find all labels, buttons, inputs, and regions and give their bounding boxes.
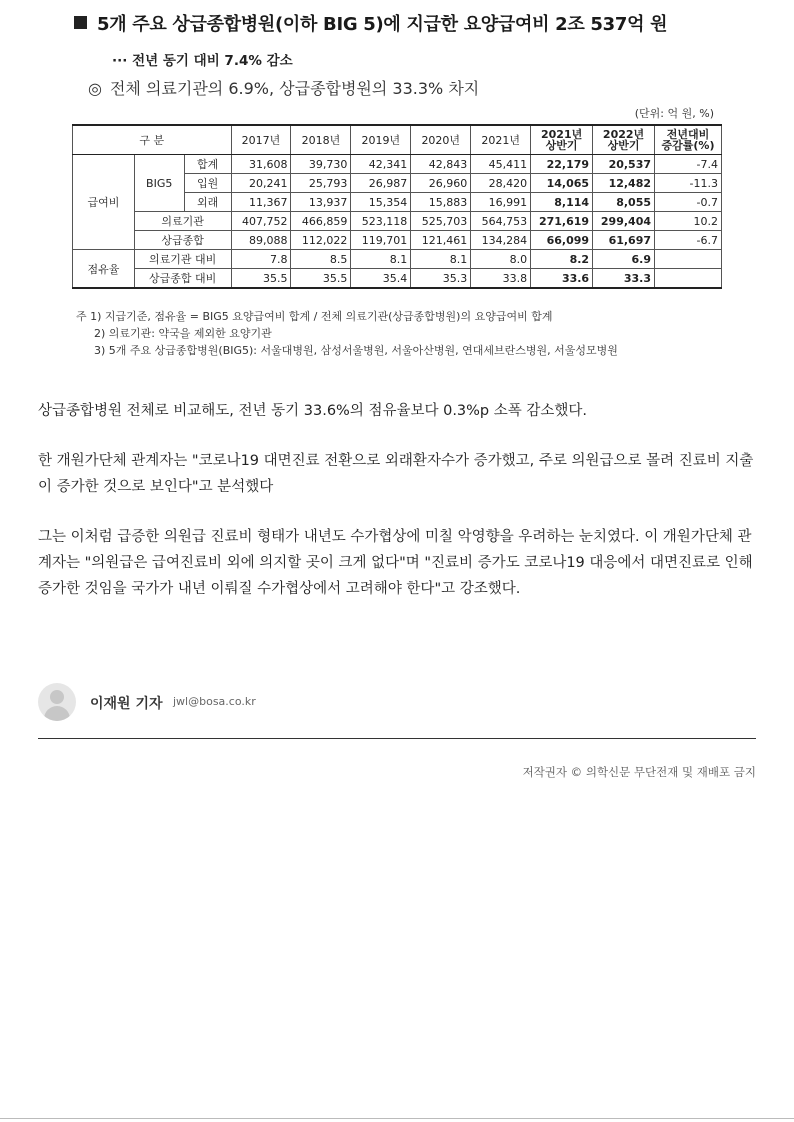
cell: 33.8	[471, 269, 531, 289]
cell: 523,118	[351, 212, 411, 231]
figure-subhead: ··· 전년 동기 대비 7.4% 감소	[112, 53, 293, 69]
article-paragraph: 한 개원가단체 관계자는 "코로나19 대면진료 전환으로 외래환자수가 증가했고, 주로 의원급으로 몰려 진료비 지출이 증가한 것으로 보인다"고 분석했다	[38, 453, 754, 495]
row-label: 입원	[184, 174, 231, 193]
cell-h21: 33.6	[531, 269, 593, 289]
cell: 112,022	[291, 231, 351, 250]
article-paragraph: 그는 이처럼 급증한 의원급 진료비 형태가 내년도 수가협상에 미칠 악영향을 우려하는 눈치였다. 이 개원가단체 관계자는 "의원급은 급여진료비 외에 의지할 곳이 크게 없다"며 "진료비 증가도 코로나19 대응에서 대면진료로 인해 증가한 것임을 국가가 내년 이뤄질 수가협상에서 고려해야 한다"고 강조했다.	[38, 529, 753, 597]
group-big5: BIG5	[134, 155, 184, 212]
double-circle-icon: ◎	[88, 79, 102, 98]
cell: 15,354	[351, 193, 411, 212]
cell: 16,991	[471, 193, 531, 212]
cell-h22: 6.9	[593, 250, 655, 269]
table-row	[73, 269, 722, 289]
cell: 407,752	[231, 212, 291, 231]
cell: 8.1	[411, 250, 471, 269]
article-paragraph: 상급종합병원 전체로 비교해도, 전년 동기 33.6%의 점유율보다 0.3%p 소폭 감소했다.	[38, 403, 588, 419]
h22-line2: 상반기	[607, 139, 640, 152]
cell-change	[655, 269, 722, 289]
cell: 525,703	[411, 212, 471, 231]
table-header-change	[655, 125, 722, 155]
row-label: 외래	[184, 193, 231, 212]
cell: 35.5	[231, 269, 291, 289]
table-row	[73, 231, 722, 250]
change-line1: 전년대비	[666, 128, 710, 141]
table-row	[73, 250, 722, 269]
cell-h21: 271,619	[531, 212, 593, 231]
cell: 35.5	[291, 269, 351, 289]
cell: 42,843	[411, 155, 471, 174]
figure-headline	[74, 10, 667, 36]
cell: 13,937	[291, 193, 351, 212]
figure-subhead-share-text: 전체 의료기관의 6.9%, 상급종합병원의 33.3% 차지	[109, 79, 480, 98]
group-payment: 급여비	[73, 155, 135, 250]
row-label: 의료기관 대비	[134, 250, 231, 269]
table-row	[73, 155, 722, 174]
group-share: 점유율	[73, 250, 135, 289]
table-header-year: 2020년	[411, 125, 471, 155]
cell: 35.4	[351, 269, 411, 289]
figure-headline-text: 5개 주요 상급종합병원(이하 BIG 5)에 지급한 요양급여비 2조 537억 원	[97, 14, 668, 35]
h21-line1: 2021년	[540, 128, 583, 141]
table-note: 3) 5개 주요 상급종합병원(BIG5): 서울대병원, 삼성서울병원, 서울아산병원, 연대세브란스병원, 서울성모병원	[94, 344, 618, 357]
cell-h21: 14,065	[531, 174, 593, 193]
cell-change: -11.3	[655, 174, 722, 193]
cell: 35.3	[411, 269, 471, 289]
cell: 20,241	[231, 174, 291, 193]
row-label: 합계	[184, 155, 231, 174]
h22-line1: 2022년	[602, 128, 645, 141]
cell-change: 10.2	[655, 212, 722, 231]
cell: 134,284	[471, 231, 531, 250]
table-header-label: 구 분	[73, 125, 232, 155]
cell-h22: 12,482	[593, 174, 655, 193]
figure-subhead-share	[88, 76, 479, 99]
cell: 15,883	[411, 193, 471, 212]
payment-table	[72, 124, 722, 289]
cell-h22: 61,697	[593, 231, 655, 250]
cell: 8.5	[291, 250, 351, 269]
cell: 26,987	[351, 174, 411, 193]
cell-change: -0.7	[655, 193, 722, 212]
table-notes	[76, 308, 618, 359]
cell-change: -7.4	[655, 155, 722, 174]
row-label: 상급종합	[134, 231, 231, 250]
table-header-h22	[593, 125, 655, 155]
table-header-year: 2017년	[231, 125, 291, 155]
cell: 8.1	[351, 250, 411, 269]
cell-h22: 20,537	[593, 155, 655, 174]
table-header-year: 2019년	[351, 125, 411, 155]
cell: 26,960	[411, 174, 471, 193]
author-byline	[38, 683, 758, 723]
cell-h21: 8.2	[531, 250, 593, 269]
cell: 89,088	[231, 231, 291, 250]
cell: 45,411	[471, 155, 531, 174]
stats-figure	[68, 0, 728, 360]
author-email[interactable]: jwl@bosa.co.kr	[173, 695, 256, 708]
cell: 466,859	[291, 212, 351, 231]
cell: 39,730	[291, 155, 351, 174]
table-unit: (단위: 억 원, %)	[634, 107, 714, 120]
h21-line2: 상반기	[545, 139, 578, 152]
avatar[interactable]	[38, 683, 76, 721]
cell: 42,341	[351, 155, 411, 174]
page-bottom-divider	[0, 1118, 794, 1119]
cell: 564,753	[471, 212, 531, 231]
cell: 121,461	[411, 231, 471, 250]
cell-h22: 8,055	[593, 193, 655, 212]
table-header-year: 2018년	[291, 125, 351, 155]
copyright-notice: 저작권자 © 의학신문 무단전재 및 재배포 금지	[522, 765, 756, 779]
cell-h21: 66,099	[531, 231, 593, 250]
table-row	[73, 212, 722, 231]
change-line2: 증감률(%)	[661, 139, 715, 152]
table-note: 2) 의료기관: 약국을 제외한 요양기관	[94, 327, 272, 340]
cell: 31,608	[231, 155, 291, 174]
cell-h22: 33.3	[593, 269, 655, 289]
avatar-body-icon	[44, 706, 70, 721]
square-bullet-icon	[74, 16, 87, 29]
table-header-year: 2021년	[471, 125, 531, 155]
cell-change: -6.7	[655, 231, 722, 250]
cell: 119,701	[351, 231, 411, 250]
cell: 28,420	[471, 174, 531, 193]
table-note: 주 1) 지급기준, 점유율 = BIG5 요양급여비 합계 / 전체 의료기관(상급종합병원)의 요양급여비 합계	[76, 310, 553, 323]
row-label: 상급종합 대비	[134, 269, 231, 289]
cell: 7.8	[231, 250, 291, 269]
table-header-h21	[531, 125, 593, 155]
cell-h22: 299,404	[593, 212, 655, 231]
cell: 11,367	[231, 193, 291, 212]
cell: 8.0	[471, 250, 531, 269]
cell-h21: 8,114	[531, 193, 593, 212]
cell: 25,793	[291, 174, 351, 193]
cell-h21: 22,179	[531, 155, 593, 174]
divider	[38, 738, 756, 739]
row-label: 의료기관	[134, 212, 231, 231]
cell-change	[655, 250, 722, 269]
avatar-head-icon	[50, 690, 64, 704]
author-name[interactable]: 이재원 기자	[90, 696, 163, 712]
